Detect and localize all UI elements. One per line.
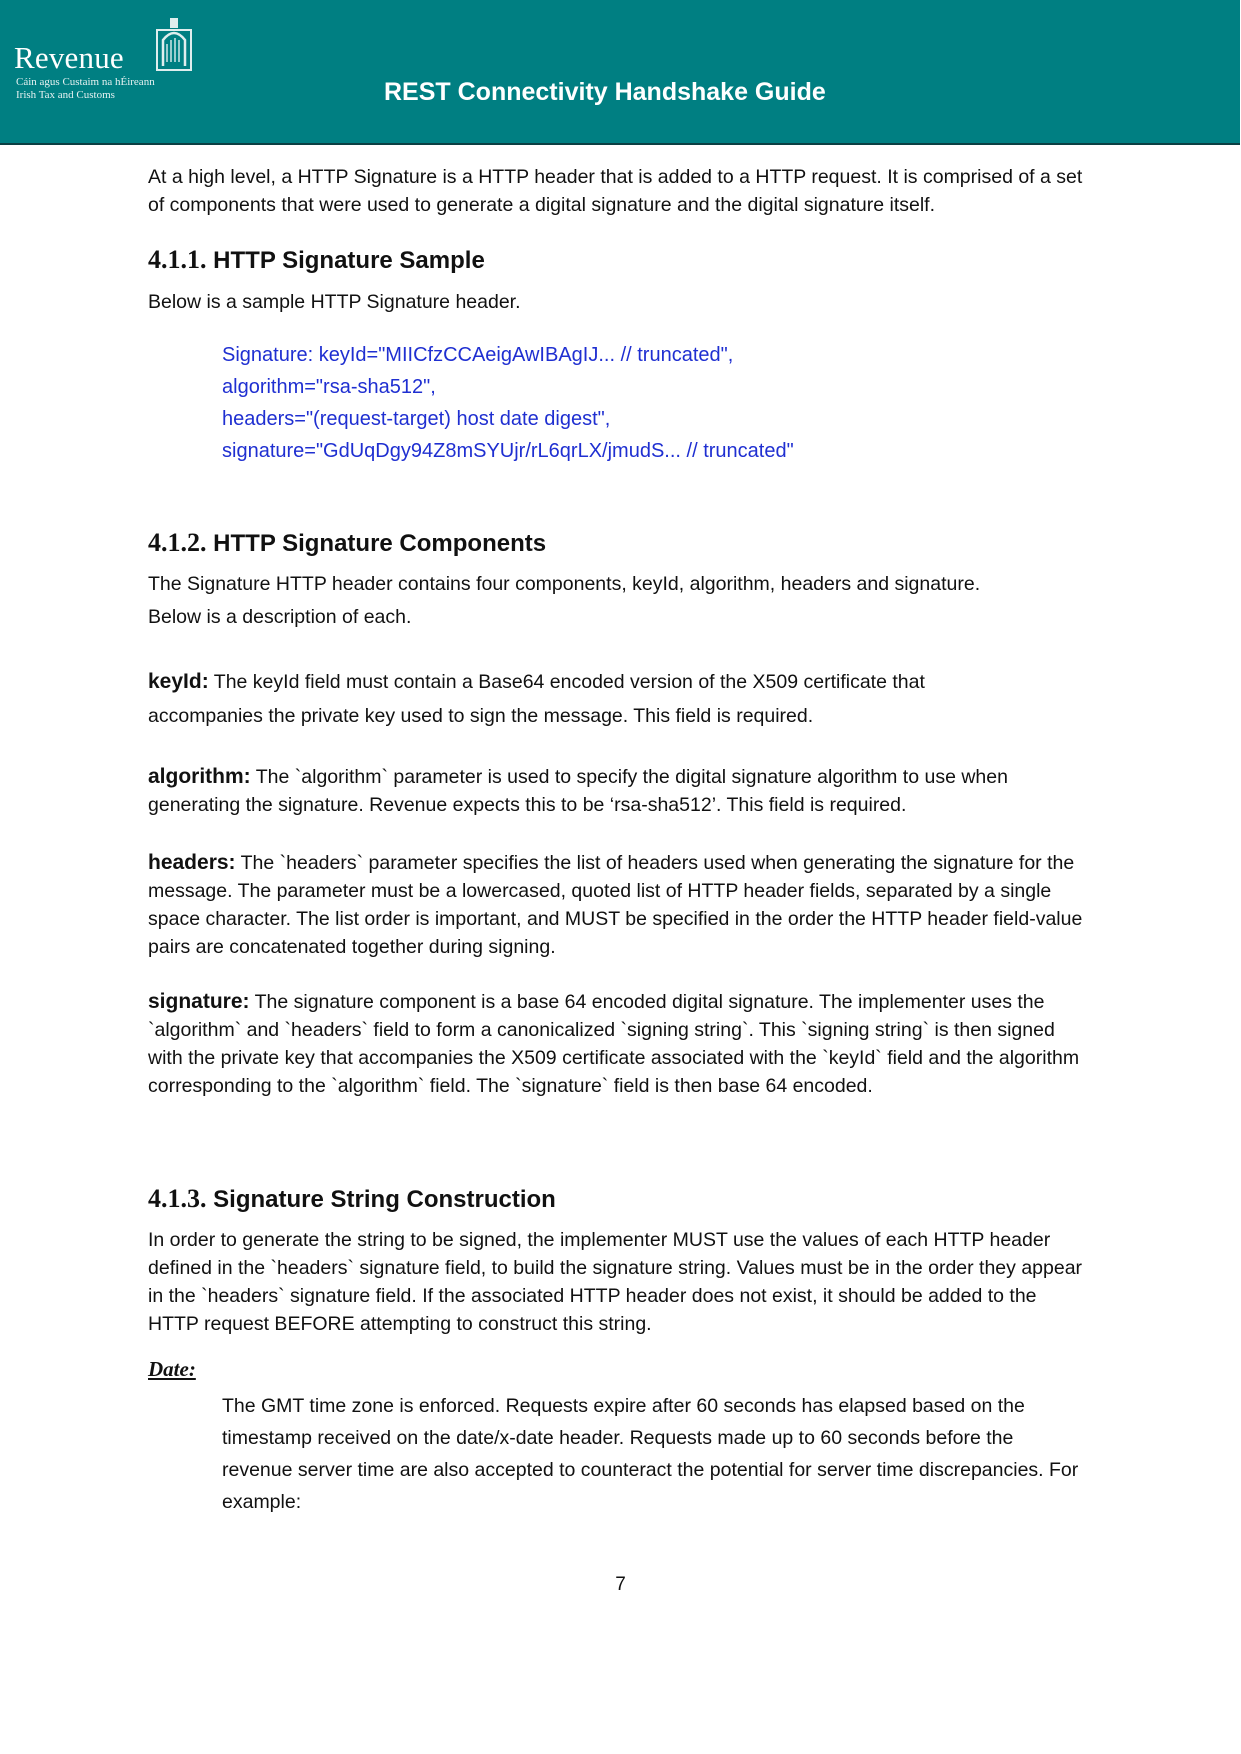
signature-sample-code-block <box>222 339 1082 467</box>
signature-text: The signature component is a base 64 encoded digital signature. The implementer uses the `algorithm` and `headers` field to form a canonicalized `signing string`. This `signing string` is then signed with the private key that accompanies the X509 certificate associated with the `keyId` field and the algorithm corresponding to the `algorithm` field. The `signature` field is then base 64 encoded. <box>148 991 1080 1097</box>
section-title: Signature String Construction <box>213 1186 556 1213</box>
keyid-text-line-2: accompanies the private key used to sign the message. This field is required. <box>148 705 814 727</box>
algorithm-text: The `algorithm` parameter is used to specify the digital signature algorithm to use when generating the signature. Revenue expects this to be ‘rsa-sha512’. This field is required. <box>148 766 1008 816</box>
document-title: REST Connectivity Handshake Guide <box>384 78 826 106</box>
code-line: headers="(request-target) host date digest", <box>222 408 611 430</box>
revenue-logo <box>14 16 204 106</box>
keyid-term: keyId: <box>148 670 209 693</box>
section-heading-4-1-3 <box>148 1184 556 1214</box>
keyid-text-line-1: The keyId field must contain a Base64 encoded version of the X509 certificate that <box>213 671 925 693</box>
harp-emblem-icon <box>153 16 195 72</box>
section-number: 4.1.1. <box>148 245 207 274</box>
components-intro-line-2: Below is a description of each. <box>148 606 412 628</box>
components-intro-line-1: The Signature HTTP header contains four components, keyId, algorithm, headers and signature. <box>148 573 981 595</box>
signature-term: signature: <box>148 990 250 1013</box>
section-heading-4-1-1 <box>148 245 485 275</box>
logo-tagline-irish: Cáin agus Custaim na hÉireann <box>16 76 155 88</box>
section-heading-4-1-2 <box>148 528 546 558</box>
date-label: Date: <box>148 1357 196 1381</box>
headers-term: headers: <box>148 851 236 874</box>
code-line: signature="GdUqDgy94Z8mSYUjr/rL6qrLX/jmudS... // truncated" <box>222 440 794 462</box>
section-title: HTTP Signature Sample <box>213 247 485 274</box>
code-line: algorithm="rsa-sha512", <box>222 376 436 398</box>
section-number: 4.1.3. <box>148 1184 207 1213</box>
section-title: HTTP Signature Components <box>213 530 547 557</box>
algorithm-description <box>148 763 1088 819</box>
headers-description <box>148 849 1088 961</box>
signature-description <box>148 988 1088 1100</box>
headers-text: The `headers` parameter specifies the list of headers used when generating the signature for the message. The parameter must be a lowercased, quoted list of HTTP header fields, separated by a single space character. The list order is important, and MUST be specified in the order the HTTP header field-value pairs are concatenated together during signing. <box>148 852 1083 958</box>
keyid-description <box>148 668 1088 696</box>
string-construction-paragraph: In order to generate the string to be signed, the implementer MUST use the values of each HTTP header defined in the `headers` signature field, to build the signature string. Values must be in the order they appear in the `headers` signature field. If the associated HTTP header does not exist, it should be added to the HTTP request BEFORE attempting to construct this string. <box>148 1229 1083 1335</box>
date-description: The GMT time zone is enforced. Requests expire after 60 seconds has elapsed based on the timestamp received on the date/x-date header. Requests made up to 60 seconds before the revenue server time are also accepted to counteract the potential for server time discrepancies. For example: <box>222 1395 1079 1513</box>
page-number: 7 <box>615 1574 626 1595</box>
section-number: 4.1.2. <box>148 528 207 557</box>
intro-paragraph: At a high level, a HTTP Signature is a HTTP header that is added to a HTTP request. It is comprised of a set of components that were used to generate a digital signature and the digital signature itself. <box>148 166 1083 216</box>
document-header <box>0 0 1240 145</box>
algorithm-term: algorithm: <box>148 765 251 788</box>
logo-tagline-english: Irish Tax and Customs <box>16 89 115 101</box>
code-line: Signature: keyId="MIICfzCCAeigAwIBAgIJ... // truncated", <box>222 344 734 366</box>
sample-intro-text: Below is a sample HTTP Signature header. <box>148 291 521 313</box>
logo-wordmark: Revenue <box>14 40 124 75</box>
